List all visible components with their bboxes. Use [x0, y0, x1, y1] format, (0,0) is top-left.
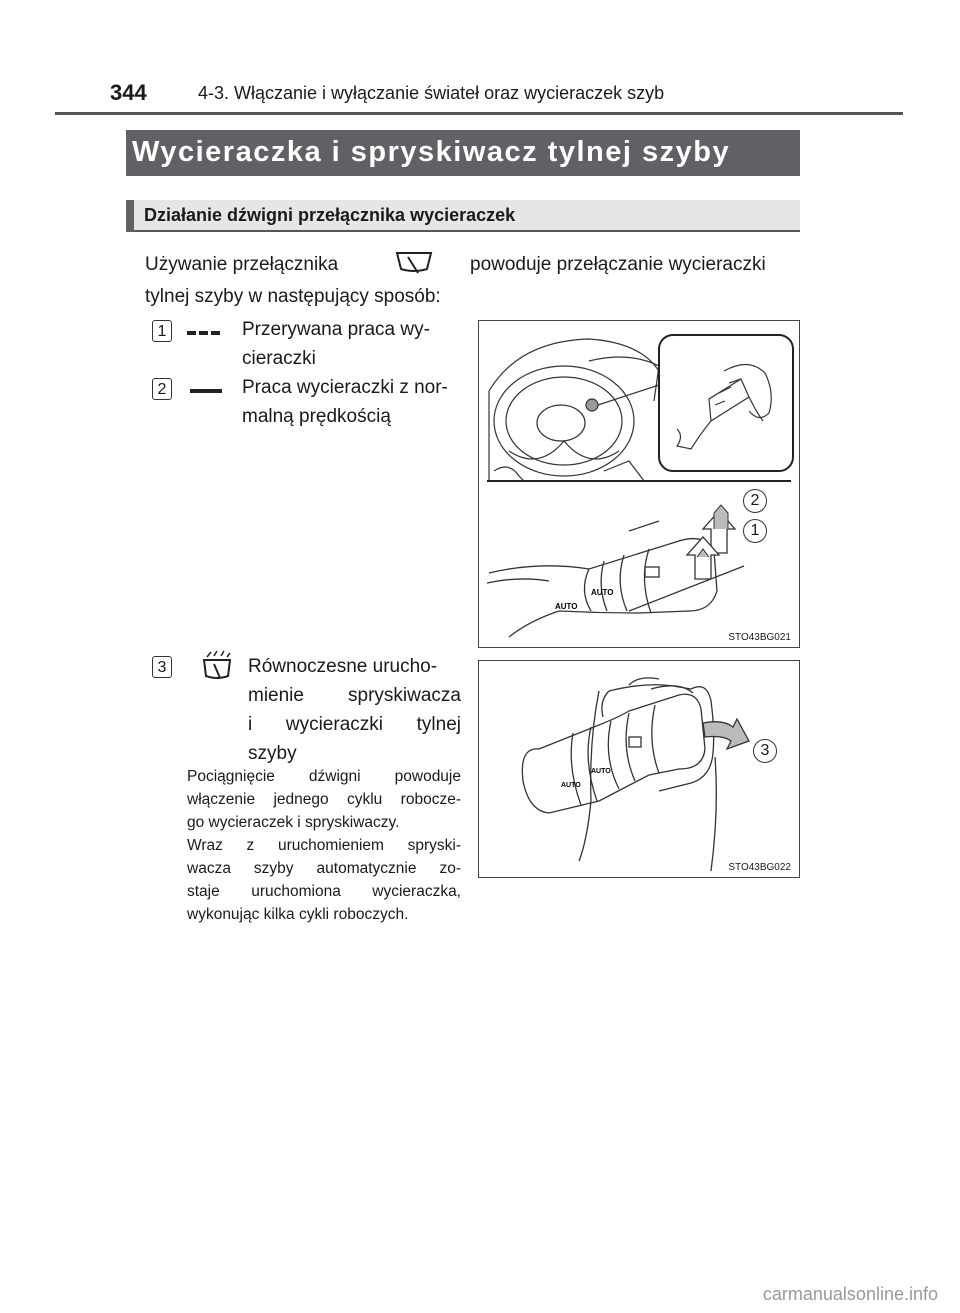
lever-label-auto-1: AUTO — [555, 602, 578, 611]
rear-wiper-switch-icon — [394, 247, 434, 282]
item-2-line1: Praca wycieraczki z nor- — [242, 377, 448, 398]
item-number-2: 2 — [152, 378, 172, 400]
figure-1-callout-2: 2 — [743, 489, 767, 513]
item-1-line2: cieraczki — [242, 348, 316, 369]
figure-1-code: STO43BG021 — [728, 632, 791, 643]
body-line-2: włączenie jednego cyklu robocze- — [187, 791, 461, 808]
page-number: 344 — [110, 80, 147, 105]
figure-2-drawing — [479, 661, 799, 877]
figure-2 — [478, 660, 800, 878]
body-line-6: staje uruchomiona wycieraczka, — [187, 883, 461, 900]
body-line-7: wykonując kilka cykli roboczych. — [187, 906, 409, 923]
solid-bar-icon — [190, 383, 222, 401]
body-line-5: wacza szyby automatycznie zo- — [187, 860, 461, 877]
body-line-3: go wycieraczek i spryskiwaczy. — [187, 814, 400, 831]
lever-label-auto-3: AUTO — [561, 782, 581, 789]
subsection-title: Działanie dźwigni przełącznika wycieraczek — [144, 205, 516, 225]
running-title: 4-3. Włączanie i wyłączanie świateł oraz wycieraczek szyb — [198, 83, 665, 103]
rear-washer-icon — [202, 650, 232, 687]
lever-label-auto-2: AUTO — [591, 588, 614, 597]
watermark: carmanualsonline.info — [762, 1284, 938, 1304]
body-line-4: Wraz z uruchomieniem spryski- — [187, 837, 461, 854]
item-3-line2: mienie spryskiwacza — [248, 685, 461, 706]
item-3-line4: szyby — [248, 743, 297, 764]
figure-1-callout-1: 1 — [743, 519, 767, 543]
item-3-line3: i wycieraczki tylnej — [248, 714, 461, 735]
subsection-accent — [126, 200, 134, 232]
figure-1-drawing — [479, 321, 799, 647]
intro-text-line2: tylnej szyby w następujący sposób: — [145, 286, 441, 307]
figure-2-code: STO43BG022 — [728, 862, 791, 873]
item-1-line1: Przerywana praca wy- — [242, 319, 430, 340]
intermittent-dashes-icon — [187, 325, 221, 343]
header-rule — [55, 112, 903, 115]
body-line-1: Pociągnięcie dźwigni powoduje — [187, 768, 461, 785]
intro-text-start: Używanie przełącznika — [145, 254, 339, 275]
intro-text-end: powoduje przełączanie wycieraczki — [470, 254, 766, 275]
item-3-line1: Równoczesne urucho- — [248, 656, 438, 677]
item-number-1: 1 — [152, 320, 172, 342]
figure-1 — [478, 320, 800, 648]
item-number-3: 3 — [152, 656, 172, 678]
lever-label-auto-4: AUTO — [591, 768, 611, 775]
item-2-line2: malną prędkością — [242, 406, 391, 427]
figure-2-callout-3: 3 — [753, 739, 777, 763]
section-title: Wycieraczka i spryskiwacz tylnej szyby — [132, 136, 731, 168]
